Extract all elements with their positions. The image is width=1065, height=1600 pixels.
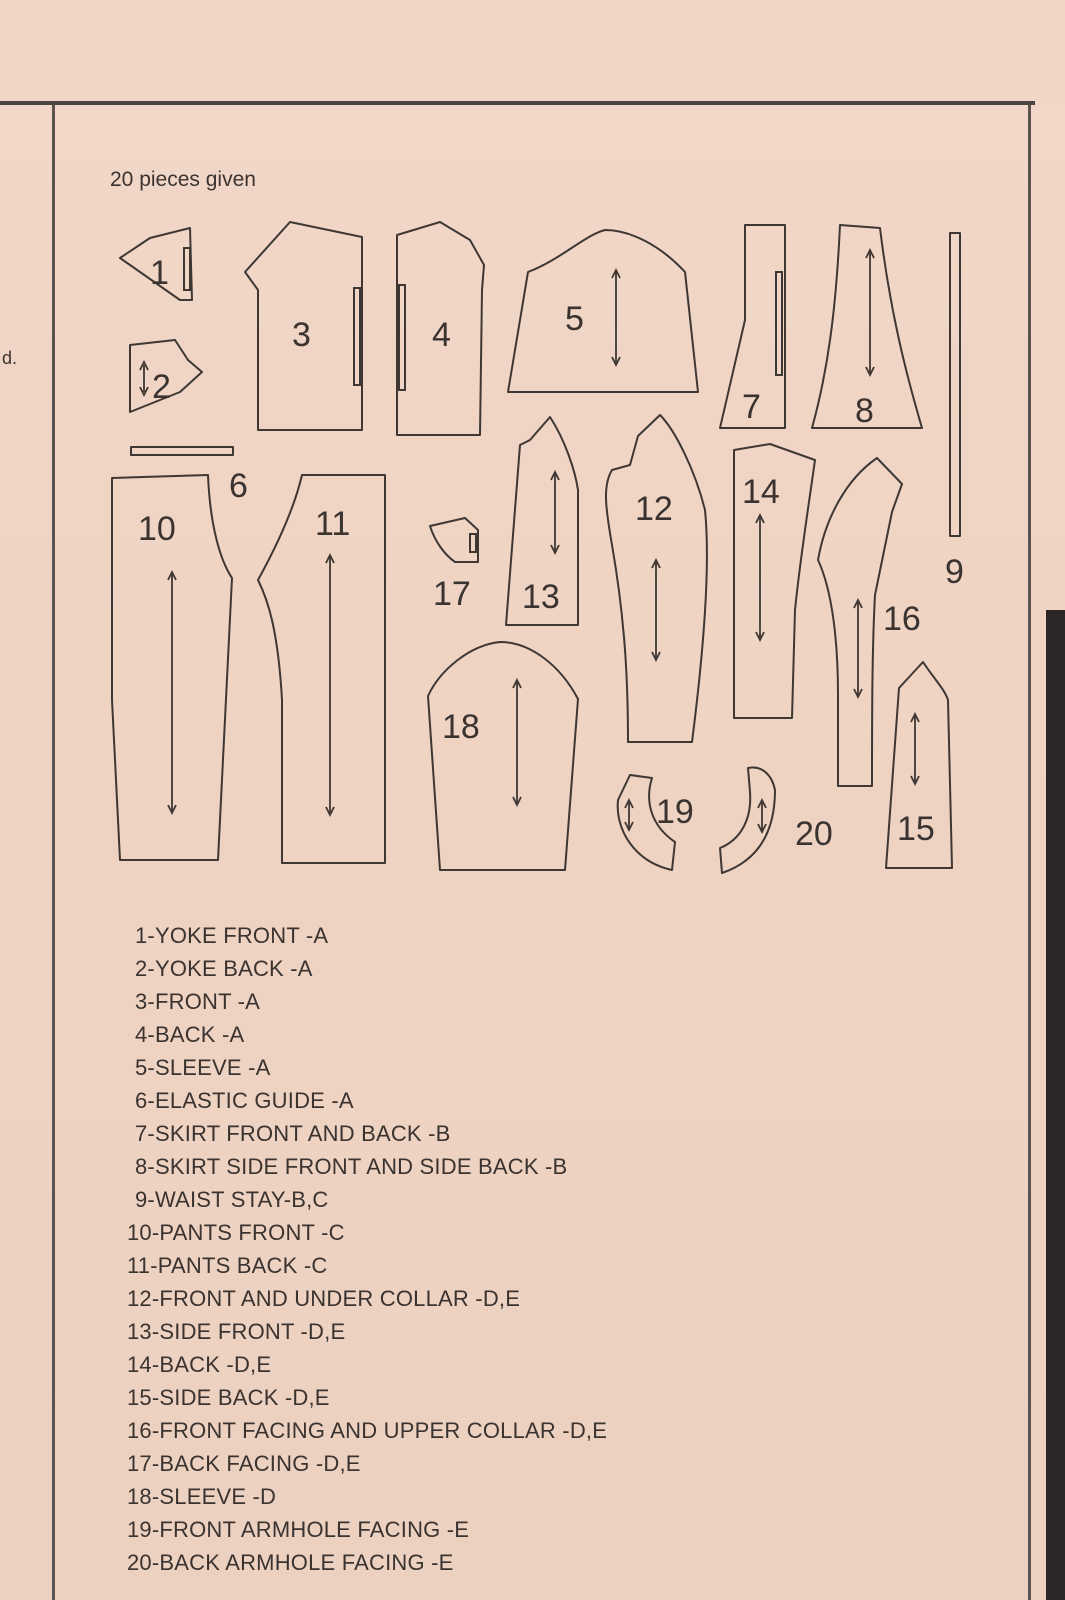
piece-number-7: 7: [742, 388, 761, 426]
piece-10-pants-front: [112, 475, 232, 860]
piece-number-11: 11: [315, 505, 351, 543]
legend-item-4: 4-BACK -A: [135, 1022, 245, 1047]
piece-number-6: 6: [229, 467, 248, 505]
legend-item-11: 11-PANTS BACK -C: [127, 1253, 328, 1278]
piece-20-back-armhole-facing: [720, 767, 833, 873]
piece-number-9: 9: [945, 553, 964, 591]
piece-number-14: 14: [742, 473, 780, 511]
piece-number-5: 5: [565, 300, 584, 338]
piece-3-front: [245, 222, 362, 430]
piece-number-13: 13: [522, 578, 560, 616]
legend-item-6: 6-ELASTIC GUIDE -A: [135, 1088, 354, 1113]
edge-text-fragment: d.: [2, 348, 18, 368]
legend-item-5: 5-SLEEVE -A: [135, 1055, 271, 1080]
piece-15-side-back: [886, 662, 952, 868]
legend-item-13: 13-SIDE FRONT -D,E: [127, 1319, 346, 1344]
piece-number-12: 12: [635, 490, 673, 528]
pieces-given-caption: 20 pieces given: [110, 168, 256, 191]
legend-item-19: 19-FRONT ARMHOLE FACING -E: [127, 1517, 470, 1542]
piece-19-front-armhole-facing: [618, 775, 694, 870]
piece-1-yoke-front: [120, 228, 192, 300]
piece-number-3: 3: [292, 316, 311, 354]
piece-16-front-facing-upper-collar: [818, 458, 921, 786]
piece-7-skirt-front-back: [720, 225, 785, 428]
piece-5-sleeve: [508, 230, 698, 392]
piece-number-2: 2: [152, 368, 171, 406]
piece-number-17: 17: [433, 575, 471, 613]
piece-17-back-facing: [430, 518, 478, 613]
legend-item-1: 1-YOKE FRONT -A: [135, 923, 329, 948]
piece-number-8: 8: [855, 392, 874, 430]
piece-2-yoke-back: [130, 340, 202, 412]
legend-item-10: 10-PANTS FRONT -C: [127, 1220, 345, 1245]
piece-9-waist-stay: [945, 233, 964, 591]
piece-4-back: [397, 222, 484, 435]
legend-item-3: 3-FRONT -A: [135, 989, 261, 1014]
piece-13-side-front: [506, 417, 578, 625]
piece-number-19: 19: [656, 793, 694, 831]
piece-number-18: 18: [442, 708, 480, 746]
legend-item-14: 14-BACK -D,E: [127, 1352, 272, 1377]
piece-number-4: 4: [432, 316, 451, 354]
legend-item-18: 18-SLEEVE -D: [127, 1484, 277, 1509]
legend-item-12: 12-FRONT AND UNDER COLLAR -D,E: [127, 1286, 521, 1311]
legend-item-20: 20-BACK ARMHOLE FACING -E: [127, 1550, 454, 1575]
piece-12-front-under-collar: [606, 415, 707, 742]
legend-item-15: 15-SIDE BACK -D,E: [127, 1385, 330, 1410]
legend-item-2: 2-YOKE BACK -A: [135, 956, 313, 981]
piece-number-16: 16: [883, 600, 921, 638]
legend-item-16: 16-FRONT FACING AND UPPER COLLAR -D,E: [127, 1418, 608, 1443]
piece-number-1: 1: [150, 254, 169, 292]
piece-8-skirt-side: [812, 225, 922, 430]
legend-item-17: 17-BACK FACING -D,E: [127, 1451, 361, 1476]
piece-18-sleeve: [428, 642, 578, 870]
piece-14-back: [734, 444, 815, 718]
legend-item-7: 7-SKIRT FRONT AND BACK -B: [135, 1121, 451, 1146]
legend-item-8: 8-SKIRT SIDE FRONT AND SIDE BACK -B: [135, 1154, 568, 1179]
legend-item-9: 9-WAIST STAY-B,C: [135, 1187, 329, 1212]
piece-number-10: 10: [138, 510, 176, 548]
piece-number-15: 15: [897, 810, 935, 848]
piece-number-20: 20: [795, 815, 833, 853]
piece-11-pants-back: [258, 475, 385, 863]
